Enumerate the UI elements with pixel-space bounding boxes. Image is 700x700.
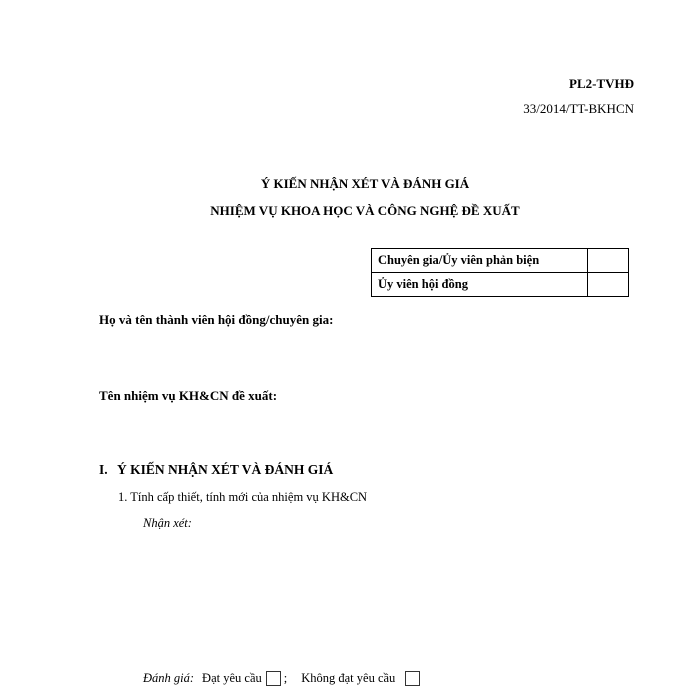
document-title-line-2: NHIỆM VỤ KHOA HỌC VÀ CÔNG NGHỆ ĐỀ XUẤT bbox=[210, 203, 520, 218]
role-table bbox=[371, 248, 629, 297]
role-checkbox-reviewer[interactable] bbox=[588, 249, 629, 273]
option-fail-label: Không đạt yêu cầu bbox=[301, 671, 396, 685]
document-reference: 33/2014/TT-BKHCN bbox=[523, 101, 634, 116]
section-number: I. bbox=[99, 462, 108, 477]
pass-checkbox[interactable] bbox=[266, 671, 281, 686]
role-row-reviewer bbox=[372, 249, 629, 273]
evaluation-row bbox=[143, 671, 420, 686]
fail-checkbox[interactable] bbox=[405, 671, 420, 686]
remark-label: Nhận xét: bbox=[143, 516, 192, 530]
section-title: Ý KIẾN NHẬN XÉT VÀ ĐÁNH GIÁ bbox=[117, 462, 334, 477]
section-heading bbox=[99, 462, 333, 478]
role-checkbox-member[interactable] bbox=[588, 273, 629, 297]
member-name-label: Họ và tên thành viên hội đồng/chuyên gia: bbox=[99, 312, 334, 327]
role-label-member: Ủy viên hội đồng bbox=[372, 273, 588, 297]
document-title-line-1: Ý KIẾN NHẬN XÉT VÀ ĐÁNH GIÁ bbox=[260, 176, 470, 191]
option-separator: ; bbox=[283, 671, 288, 685]
document-code: PL2-TVHĐ bbox=[569, 76, 634, 91]
role-row-member bbox=[372, 273, 629, 297]
evaluation-label: Đánh giá: bbox=[143, 671, 195, 685]
role-label-reviewer: Chuyên gia/Ủy viên phản biện bbox=[372, 249, 588, 273]
task-name-label: Tên nhiệm vụ KH&CN đề xuất: bbox=[99, 388, 278, 403]
criterion-label: 1. Tính cấp thiết, tính mới của nhiệm vụ KH&CN bbox=[118, 490, 368, 504]
option-pass-label: Đạt yêu cầu bbox=[202, 671, 262, 685]
